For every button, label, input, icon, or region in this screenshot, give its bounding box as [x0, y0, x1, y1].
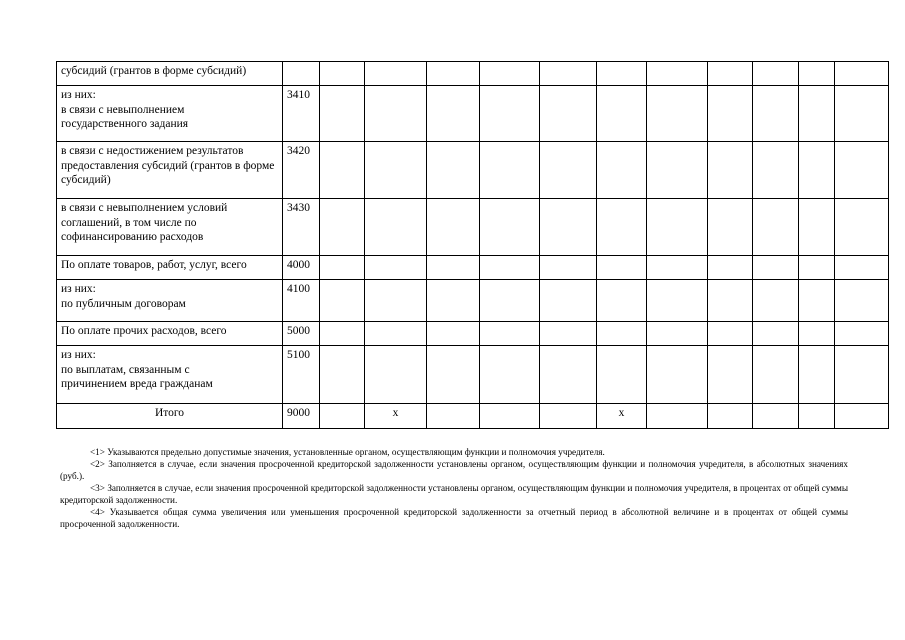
row-label: из них: по публичным договорам	[57, 280, 283, 322]
value-cell[interactable]	[647, 280, 708, 322]
table-row	[57, 322, 889, 346]
value-cell[interactable]	[708, 62, 753, 86]
value-cell[interactable]	[835, 62, 889, 86]
value-cell[interactable]	[647, 346, 708, 404]
value-cell[interactable]	[597, 199, 647, 256]
table-row	[57, 86, 889, 142]
row-code: 4000	[283, 256, 320, 280]
value-cell[interactable]	[597, 62, 647, 86]
value-cell[interactable]	[753, 199, 799, 256]
value-cell[interactable]	[597, 86, 647, 142]
row-label: По оплате прочих расходов, всего	[57, 322, 283, 346]
row-label: По оплате товаров, работ, услуг, всего	[57, 256, 283, 280]
total-value-cell[interactable]	[753, 404, 799, 429]
value-cell[interactable]	[597, 346, 647, 404]
value-cell[interactable]	[540, 62, 597, 86]
value-cell[interactable]	[365, 86, 427, 142]
value-cell[interactable]	[480, 199, 540, 256]
value-cell[interactable]	[427, 256, 480, 280]
value-cell[interactable]	[365, 199, 427, 256]
value-cell[interactable]	[753, 62, 799, 86]
total-row	[57, 404, 889, 429]
table-row	[57, 346, 889, 404]
total-value-cell[interactable]	[540, 404, 597, 429]
total-value-cell[interactable]	[708, 404, 753, 429]
value-cell[interactable]	[540, 322, 597, 346]
value-cell[interactable]	[480, 256, 540, 280]
value-cell[interactable]	[427, 322, 480, 346]
value-cell[interactable]	[540, 256, 597, 280]
value-cell[interactable]	[365, 322, 427, 346]
value-cell[interactable]	[320, 322, 365, 346]
value-cell[interactable]	[320, 346, 365, 404]
value-cell[interactable]	[320, 142, 365, 199]
value-cell[interactable]	[540, 280, 597, 322]
debt-form-table	[56, 61, 889, 429]
table-row	[57, 199, 889, 256]
table-row	[57, 62, 889, 86]
value-cell[interactable]	[835, 322, 889, 346]
total-value-cell: x	[365, 404, 427, 429]
value-cell[interactable]	[320, 62, 365, 86]
value-cell[interactable]	[427, 86, 480, 142]
value-cell[interactable]	[647, 322, 708, 346]
value-cell[interactable]	[799, 280, 835, 322]
value-cell[interactable]	[835, 280, 889, 322]
footnote-2: <2> Заполняется в случае, если значения просроченной кредиторской задолженности установлены органом, осуществляющим функции и полномочия учредителя, в абсолютных значениях (руб.).	[60, 459, 848, 481]
footnote-1: <1> Указываются предельно допустимые значения, установленные органом, осуществляющим функции и полномочия учредителя.	[90, 447, 605, 457]
value-cell[interactable]	[753, 280, 799, 322]
value-cell[interactable]	[427, 142, 480, 199]
total-value-cell: x	[597, 404, 647, 429]
value-cell[interactable]	[799, 199, 835, 256]
value-cell[interactable]	[365, 142, 427, 199]
value-cell[interactable]	[480, 346, 540, 404]
total-value-cell[interactable]	[480, 404, 540, 429]
value-cell[interactable]	[799, 142, 835, 199]
value-cell[interactable]	[480, 86, 540, 142]
total-value-cell[interactable]	[427, 404, 480, 429]
row-code: 5000	[283, 322, 320, 346]
value-cell[interactable]	[540, 199, 597, 256]
value-cell[interactable]	[427, 62, 480, 86]
value-cell[interactable]	[427, 280, 480, 322]
value-cell[interactable]	[708, 280, 753, 322]
row-code: 3410	[283, 86, 320, 142]
value-cell[interactable]	[597, 280, 647, 322]
table-row	[57, 280, 889, 322]
table-row	[57, 142, 889, 199]
row-label: из них: по выплатам, связанным с причинением вреда гражданам	[57, 346, 283, 404]
value-cell[interactable]	[365, 346, 427, 404]
value-cell[interactable]	[799, 322, 835, 346]
value-cell[interactable]	[480, 322, 540, 346]
value-cell[interactable]	[835, 142, 889, 199]
value-cell[interactable]	[427, 199, 480, 256]
value-cell[interactable]	[365, 280, 427, 322]
value-cell[interactable]	[320, 280, 365, 322]
total-code: 9000	[283, 404, 320, 429]
value-cell[interactable]	[540, 142, 597, 199]
total-value-cell[interactable]	[799, 404, 835, 429]
value-cell[interactable]	[799, 256, 835, 280]
value-cell[interactable]	[799, 86, 835, 142]
total-value-cell[interactable]	[647, 404, 708, 429]
row-code: 3430	[283, 199, 320, 256]
value-cell[interactable]	[597, 322, 647, 346]
value-cell[interactable]	[480, 62, 540, 86]
value-cell[interactable]	[708, 86, 753, 142]
value-cell[interactable]	[540, 346, 597, 404]
value-cell[interactable]	[708, 199, 753, 256]
value-cell[interactable]	[647, 62, 708, 86]
value-cell[interactable]	[753, 86, 799, 142]
footnotes	[60, 446, 848, 530]
value-cell[interactable]	[708, 346, 753, 404]
footnote-4: <4> Указывается общая сумма увеличения или уменьшения просроченной кредиторской задолженности за отчетный период в абсолютной величине и в процентах от общей суммы просроченной задолженности.	[60, 507, 848, 529]
row-label: из них: в связи с невыполнением государственного задания	[57, 86, 283, 142]
row-label: в связи с невыполнением условий соглашений, в том числе по софинансированию расходов	[57, 199, 283, 256]
value-cell[interactable]	[480, 142, 540, 199]
value-cell[interactable]	[647, 199, 708, 256]
value-cell[interactable]	[480, 280, 540, 322]
value-cell[interactable]	[647, 256, 708, 280]
value-cell[interactable]	[753, 346, 799, 404]
value-cell[interactable]	[708, 322, 753, 346]
value-cell[interactable]	[597, 142, 647, 199]
value-cell[interactable]	[753, 256, 799, 280]
row-label: субсидий (грантов в форме субсидий)	[57, 62, 283, 86]
value-cell[interactable]	[835, 199, 889, 256]
total-value-cell[interactable]	[320, 404, 365, 429]
value-cell[interactable]	[708, 142, 753, 199]
total-label: Итого	[57, 404, 283, 429]
table-row	[57, 256, 889, 280]
row-code: 3420	[283, 142, 320, 199]
value-cell[interactable]	[320, 199, 365, 256]
value-cell[interactable]	[320, 256, 365, 280]
value-cell[interactable]	[708, 256, 753, 280]
value-cell[interactable]	[647, 86, 708, 142]
total-value-cell[interactable]	[835, 404, 889, 429]
value-cell[interactable]	[753, 142, 799, 199]
value-cell[interactable]	[799, 62, 835, 86]
value-cell[interactable]	[835, 256, 889, 280]
value-cell[interactable]	[540, 86, 597, 142]
value-cell[interactable]	[320, 86, 365, 142]
footnote-3: <3> Заполняется в случае, если значения просроченной кредиторской задолженности установлены органом, осуществляющим функции и полномочия учредителя, в процентах от общей суммы кредиторской задолженности.	[60, 483, 848, 505]
value-cell[interactable]	[647, 142, 708, 199]
row-code: 4100	[283, 280, 320, 322]
value-cell[interactable]	[799, 346, 835, 404]
row-code: 5100	[283, 346, 320, 404]
value-cell[interactable]	[365, 256, 427, 280]
value-cell[interactable]	[753, 322, 799, 346]
value-cell[interactable]	[835, 86, 889, 142]
value-cell[interactable]	[835, 346, 889, 404]
value-cell[interactable]	[597, 256, 647, 280]
row-code	[283, 62, 320, 86]
row-label: в связи с недостижением результатов предоставления субсидий (грантов в форме субсидий)	[57, 142, 283, 199]
value-cell[interactable]	[365, 62, 427, 86]
value-cell[interactable]	[427, 346, 480, 404]
